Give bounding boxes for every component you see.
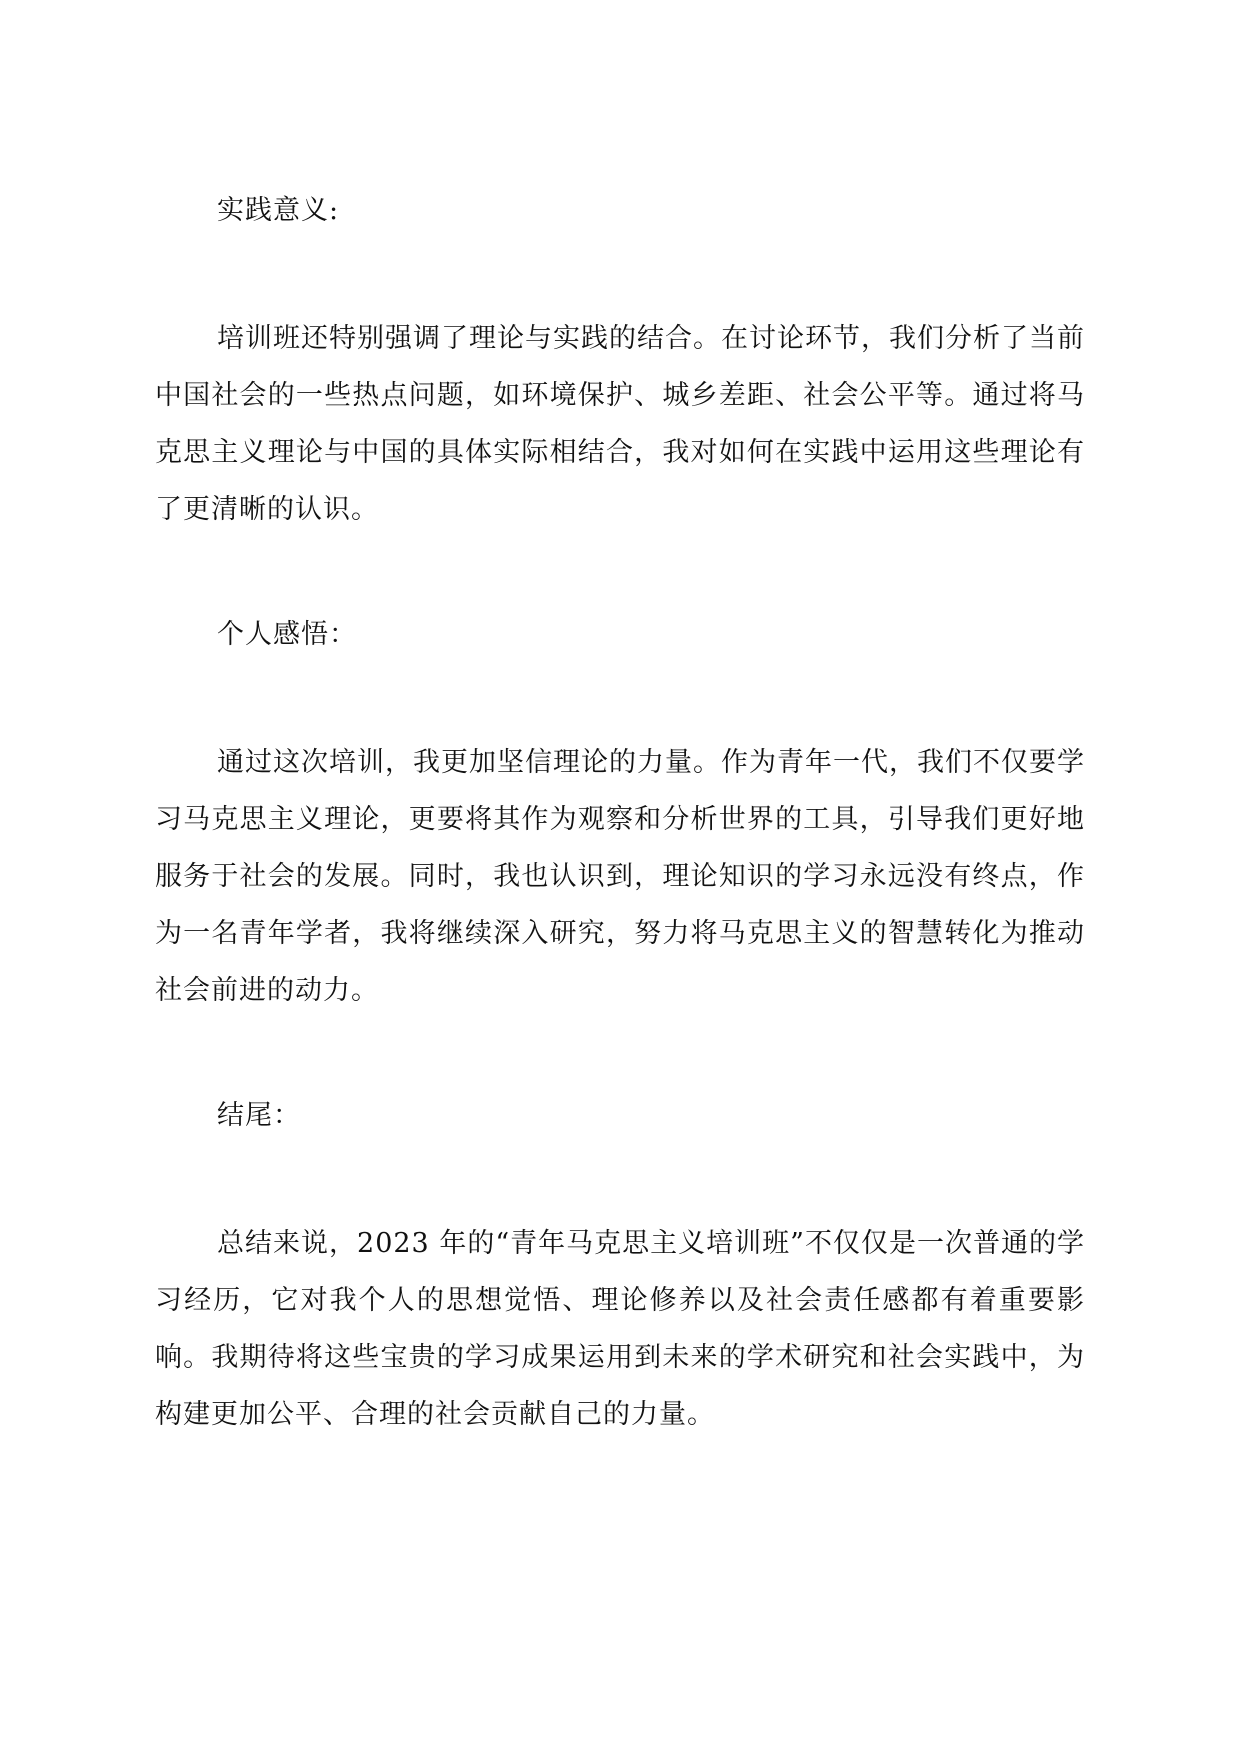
document-body bbox=[155, 186, 1085, 1443]
section-paragraph-personal-reflection: 通过这次培训，我更加坚信理论的力量。作为青年一代，我们不仅要学习马克思主义理论，更要将其作为观察和分析世界的工具，引导我们更好地服务于社会的发展。同时，我也认识到，理论知识的学习永远没有终点，作为一名青年学者，我将继续深入研究，努力将马克思主义的智慧转化为推动社会前进的动力。 bbox=[155, 747, 1085, 1006]
section-heading-personal-reflection: 个人感悟： bbox=[217, 619, 357, 650]
section-heading-conclusion: 结尾： bbox=[217, 1100, 301, 1131]
spacer bbox=[155, 538, 1085, 610]
spacer bbox=[155, 1019, 1085, 1091]
spacer bbox=[155, 660, 1085, 734]
spacer bbox=[155, 1141, 1085, 1215]
spacer bbox=[155, 236, 1085, 310]
section-heading-practical-significance: 实践意义: bbox=[217, 195, 340, 226]
section-paragraph-conclusion: 总结来说，2023 年的“青年马克思主义培训班”不仅仅是一次普通的学习经历，它对我个人的思想觉悟、理论修养以及社会责任感都有着重要影响。我期待将这些宝贵的学习成果运用到未来的学术研究和社会实践中，为构建更加公平、合理的社会贡献自己的力量。 bbox=[155, 1228, 1085, 1430]
section-paragraph-practical-significance: 培训班还特别强调了理论与实践的结合。在讨论环节，我们分析了当前中国社会的一些热点问题，如环境保护、城乡差距、社会公平等。通过将马克思主义理论与中国的具体实际相结合，我对如何在实践中运用这些理论有了更清晰的认识。 bbox=[155, 323, 1085, 525]
